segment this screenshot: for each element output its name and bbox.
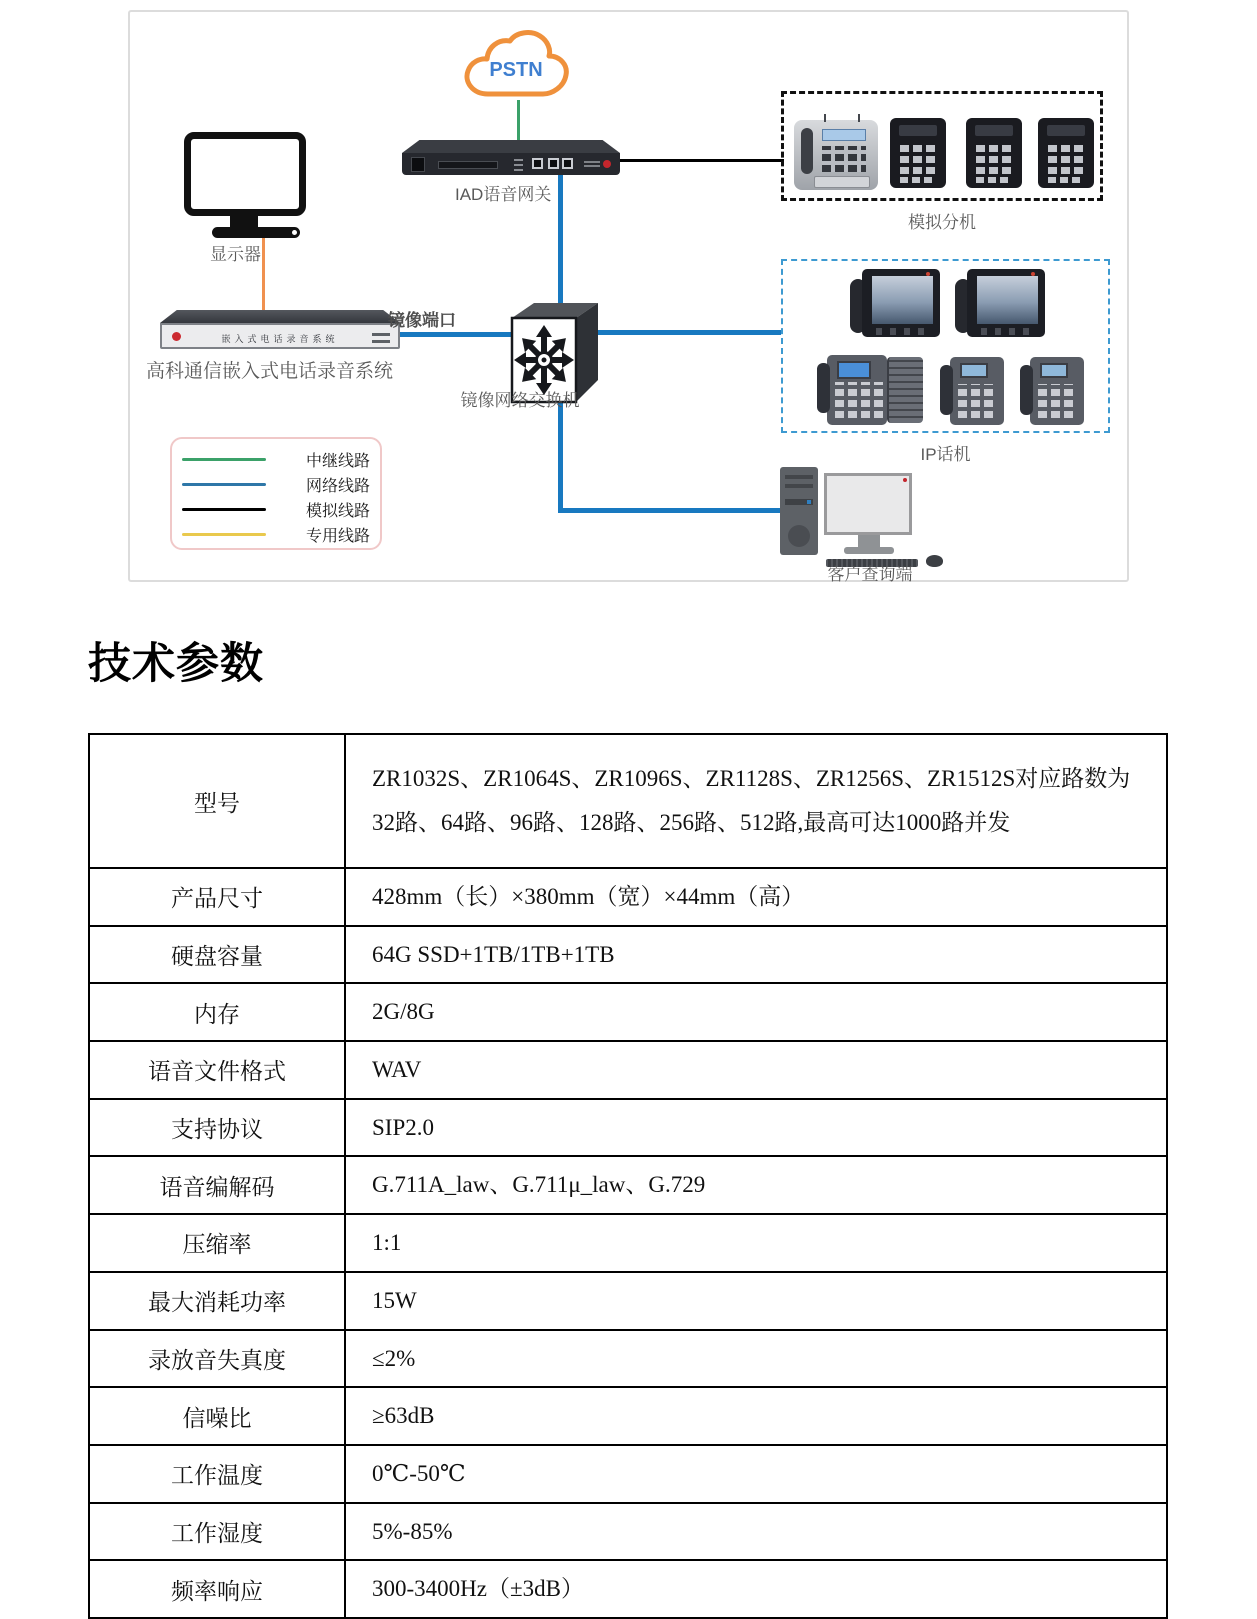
legend-line-swatch [182,533,266,536]
iad-top-face [402,140,620,153]
fax-screen [822,129,866,141]
spec-label: 工作湿度 [89,1503,345,1561]
iad-slot [438,161,498,169]
iad-leds [514,157,523,171]
spec-row [89,1330,1167,1388]
mirror-port-label: 镜像端口 [388,311,456,330]
legend-line-swatch [182,483,266,486]
analog-extensions-box [781,91,1103,201]
spec-value: 15W [345,1272,1167,1330]
recorder-leds [372,330,390,343]
iad-brand-text [584,161,600,167]
pstn-label: PSTN [489,59,543,81]
spec-row [89,1503,1167,1561]
ip-group-label: IP话机 [920,445,971,464]
pc-monitor [824,473,912,535]
video-ip-phone-2 [955,269,1045,341]
trunk-line-pstn-iad [517,100,520,145]
analog-line-iad-extensions [618,159,784,162]
monitor-screen [184,132,306,216]
spec-value: ZR1032S、ZR1064S、ZR1096S、ZR1128S、ZR1256S、ZR1512S对应路数为32路、64路、96路、128路、256路、512路,最高可达1000路并发 [345,734,1167,868]
recorder-front-panel [160,323,400,349]
spec-value: 428mm（长）×380mm（宽）×44mm（高） [345,868,1167,926]
client-label: 客户查询端 [827,565,913,584]
network-line-to-client [558,508,784,513]
video-ip-phone-1 [850,269,940,341]
analog-phone-2 [966,118,1022,188]
ip-phone-small-1 [940,357,1004,425]
recorder-panel-text: 嵌入式电话录音系统 [221,334,339,344]
spec-label: 录放音失真度 [89,1330,345,1388]
spec-table [88,733,1168,1619]
analog-phone-1 [890,118,946,188]
recorder-device [160,310,400,352]
network-line-recorder-switch [396,332,514,337]
vga-line-monitor-recorder [262,238,265,312]
spec-row [89,1214,1167,1272]
spec-row [89,1560,1167,1618]
spec-label: 压缩率 [89,1214,345,1272]
spec-label: 支持协议 [89,1099,345,1157]
spec-value: 64G SSD+1TB/1TB+1TB [345,926,1167,984]
legend-label: 专用线路 [306,528,371,545]
spec-label: 语音文件格式 [89,1041,345,1099]
network-line-switch-ipphones [580,330,781,335]
ip-phone-side-module [887,357,923,423]
recorder-top-face [160,310,400,323]
legend-row [172,497,380,522]
spec-label: 工作温度 [89,1445,345,1503]
monitor-base [212,227,300,238]
monitor-label: 显示器 [210,245,261,264]
spec-row [89,1387,1167,1445]
legend-line-swatch [182,458,266,461]
iad-front-panel [402,153,620,175]
network-line-switch-down [558,394,563,513]
iad-port-1 [532,158,543,169]
spec-label: 内存 [89,983,345,1041]
spec-value: ≤2% [345,1330,1167,1388]
legend-row [172,522,380,547]
spec-value: 1:1 [345,1214,1167,1272]
ip-phone-with-module [817,355,923,425]
line-legend [170,437,382,550]
spec-label: 最大消耗功率 [89,1272,345,1330]
pstn-cloud [460,26,580,106]
legend-label: 中继线路 [306,453,371,470]
spec-row [89,1041,1167,1099]
iad-port-2 [548,158,559,169]
ip-phones-box [781,259,1110,433]
spec-row [89,734,1167,868]
spec-label: 硬盘容量 [89,926,345,984]
spec-value: 2G/8G [345,983,1167,1041]
iad-brand-logo [603,160,611,168]
spec-value: 300-3400Hz（±3dB） [345,1560,1167,1618]
legend-row [172,472,380,497]
spec-label: 频率响应 [89,1560,345,1618]
spec-row [89,926,1167,984]
analog-group-label: 模拟分机 [908,213,976,232]
spec-row [89,983,1167,1041]
network-topology-diagram [128,10,1129,582]
spec-value: SIP2.0 [345,1099,1167,1157]
fax-paper-tray [814,176,870,188]
pc-monitor-base [844,547,894,554]
iad-port-3 [562,158,573,169]
spec-row [89,1272,1167,1330]
legend-row [172,447,380,472]
section-title: 技术参数 [88,641,264,688]
spec-label: 语音编解码 [89,1156,345,1214]
network-line-iad-switch [558,170,563,310]
spec-value: WAV [345,1041,1167,1099]
spec-value: G.711A_law、G.711μ_law、G.729 [345,1156,1167,1214]
spec-value: 0℃-50℃ [345,1445,1167,1503]
spec-label: 产品尺寸 [89,868,345,926]
spec-row [89,868,1167,926]
spec-row [89,1445,1167,1503]
recorder-label: 高科通信嵌入式电话录音系统 [146,361,394,382]
iad-gateway-device [402,140,620,176]
legend-line-swatch [182,508,266,511]
ip-phone-small-2 [1020,357,1084,425]
spec-row [89,1156,1167,1214]
iad-power-module [411,157,425,172]
legend-label: 模拟线路 [306,503,371,520]
spec-row [89,1099,1167,1157]
switch-label: 镜像网络交换机 [460,391,580,410]
legend-label: 网络线路 [306,478,371,495]
spec-label: 型号 [89,734,345,868]
fax-phone [794,120,878,190]
iad-label: IAD语音网关 [455,185,552,204]
analog-phone-3 [1038,118,1094,188]
spec-label: 信噪比 [89,1387,345,1445]
pc-tower [780,467,818,555]
fax-keypad [822,146,866,172]
spec-value: 5%-85% [345,1503,1167,1561]
spec-value: ≥63dB [345,1387,1167,1445]
fax-handset [801,128,813,174]
pc-monitor-stand [858,535,880,547]
